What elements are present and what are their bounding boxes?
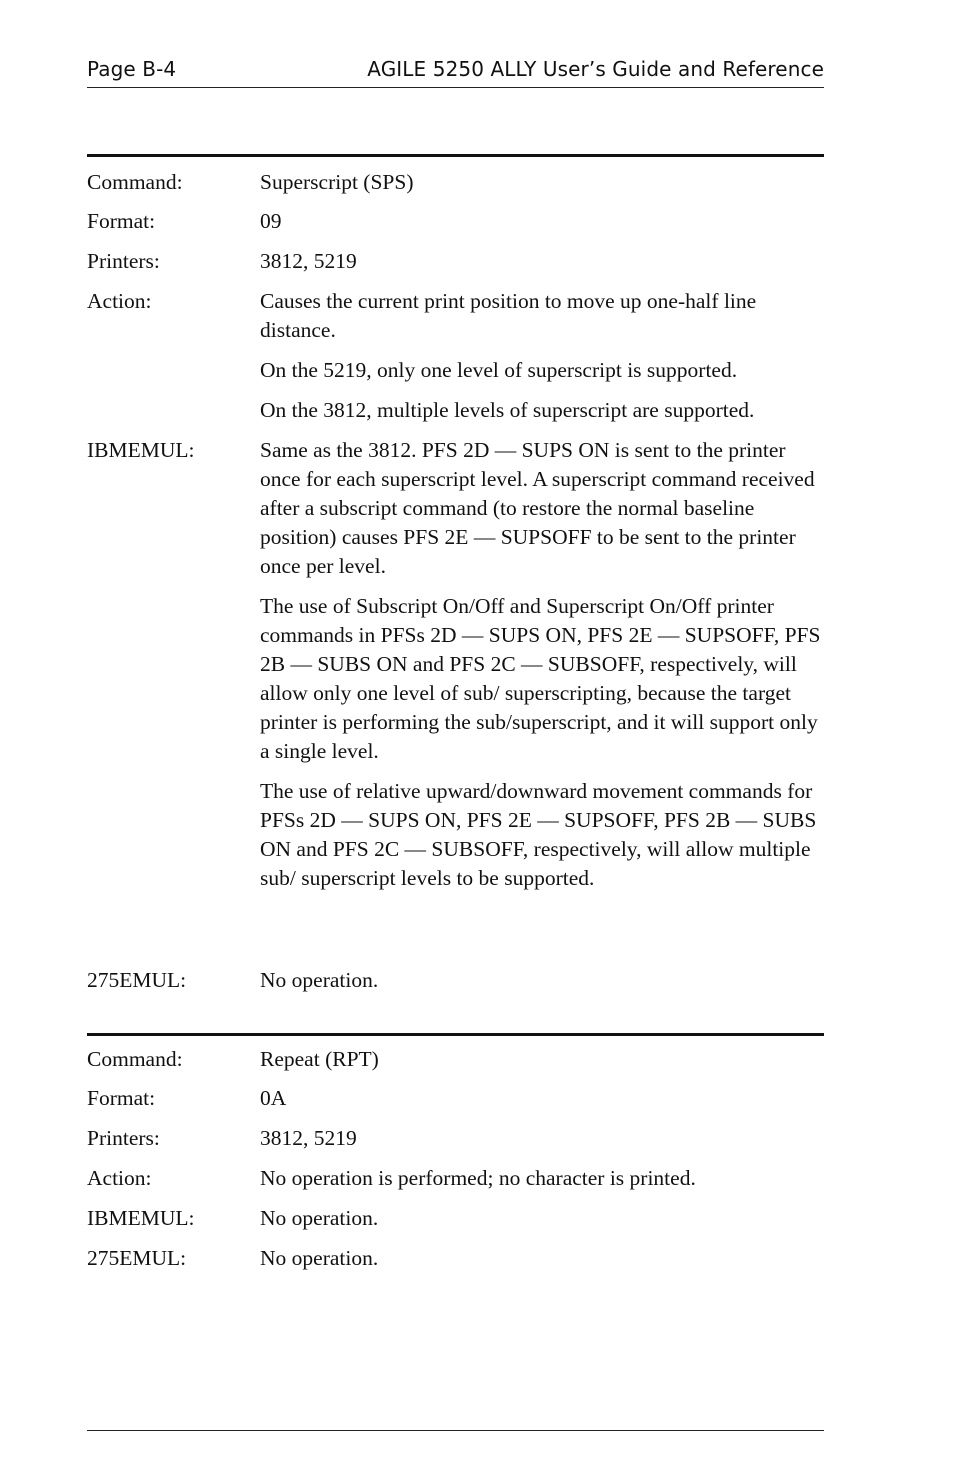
field-value: [260, 247, 830, 276]
command-section-superscript: [87, 154, 824, 992]
field-label: Command:: [87, 170, 183, 194]
field-row-printers: [87, 1124, 824, 1153]
field-label: Printers:: [87, 1126, 160, 1150]
field-paragraph: 0A: [260, 1086, 287, 1110]
field-paragraph: No operation.: [260, 968, 379, 992]
field-value: [260, 1244, 830, 1273]
field-label: IBMEMUL:: [87, 438, 195, 462]
field-paragraph: 3812, 5219: [260, 1126, 357, 1150]
field-paragraph: The use of Subscript On/Off and Superscript On/Off printer commands in PFSs 2D — SUPS ON, PFS 2E — SUPSOFF, PFS 2B — SUBS ON and PFS 2C — SUBSOFF, respectively, will allow only one level of sub/ superscripting, because the target printer is performing the sub/superscript, and it will support only a single level.: [260, 594, 821, 763]
field-label: Format:: [87, 1086, 156, 1110]
field-row-action: [87, 1164, 824, 1193]
field-value: [260, 1164, 830, 1193]
page-header: [87, 57, 824, 87]
field-row-ibmemul: [87, 436, 824, 893]
section-rule: [87, 1033, 824, 1036]
field-label: Action:: [87, 1166, 152, 1190]
page-number: Page B-4: [87, 57, 177, 81]
field-row-action: [87, 287, 824, 425]
field-label: Format:: [87, 209, 156, 233]
field-paragraph: On the 5219, only one level of superscript is supported.: [260, 358, 738, 382]
field-paragraph: No operation.: [260, 1206, 379, 1230]
field-value: [260, 1124, 830, 1153]
field-value: [260, 1084, 830, 1113]
field-paragraph: On the 3812, multiple levels of superscript are supported.: [260, 398, 755, 422]
section-rule: [87, 154, 824, 157]
field-label: Action:: [87, 289, 152, 313]
field-paragraph: Repeat (RPT): [260, 1047, 379, 1071]
header-rule: [87, 87, 824, 88]
field-row-275emul: [87, 1244, 824, 1273]
field-value: [260, 436, 830, 893]
field-paragraph: Causes the current print position to move up one-half line distance.: [260, 289, 757, 342]
field-paragraph: The use of relative upward/downward movement commands for PFSs 2D — SUPS ON, PFS 2E — SUPSOFF, PFS 2B — SUBS ON and PFS 2C — SUBSOFF, respectively, will allow multiple sub/ superscript levels to be supported.: [260, 779, 817, 890]
field-label: Printers:: [87, 249, 160, 273]
guide-title: AGILE 5250 ALLY User’s Guide and Reference: [367, 57, 824, 81]
field-paragraph: Superscript (SPS): [260, 170, 414, 194]
field-row-format: [87, 207, 824, 236]
field-label: 275EMUL:: [87, 1246, 187, 1270]
command-section-repeat: [87, 1033, 824, 1270]
field-label: IBMEMUL:: [87, 1206, 195, 1230]
field-label: 275EMUL:: [87, 968, 187, 992]
field-paragraph: No operation is performed; no character is printed.: [260, 1166, 696, 1190]
field-value: [260, 1204, 830, 1233]
field-value: [260, 207, 830, 236]
field-value: [260, 287, 830, 425]
field-paragraph: 09: [260, 209, 282, 233]
field-row-ibmemul: [87, 1204, 824, 1233]
field-row-command: [87, 1045, 824, 1074]
field-paragraph: 3812, 5219: [260, 249, 357, 273]
field-value: [260, 966, 830, 995]
field-label: Command:: [87, 1047, 183, 1071]
field-paragraph: No operation.: [260, 1246, 379, 1270]
field-row-format: [87, 1084, 824, 1113]
field-row-command: [87, 168, 824, 197]
field-row-printers: [87, 247, 824, 276]
field-value: [260, 1045, 830, 1074]
field-value: [260, 168, 830, 197]
field-row-275emul: [87, 966, 824, 995]
field-paragraph: Same as the 3812. PFS 2D — SUPS ON is sent to the printer once for each superscript level. A superscript command received after a subscript command (to restore the normal baseline position) causes PFS 2E — SUPSOFF to be sent to the printer once per level.: [260, 438, 815, 578]
footer-rule: [87, 1430, 824, 1431]
